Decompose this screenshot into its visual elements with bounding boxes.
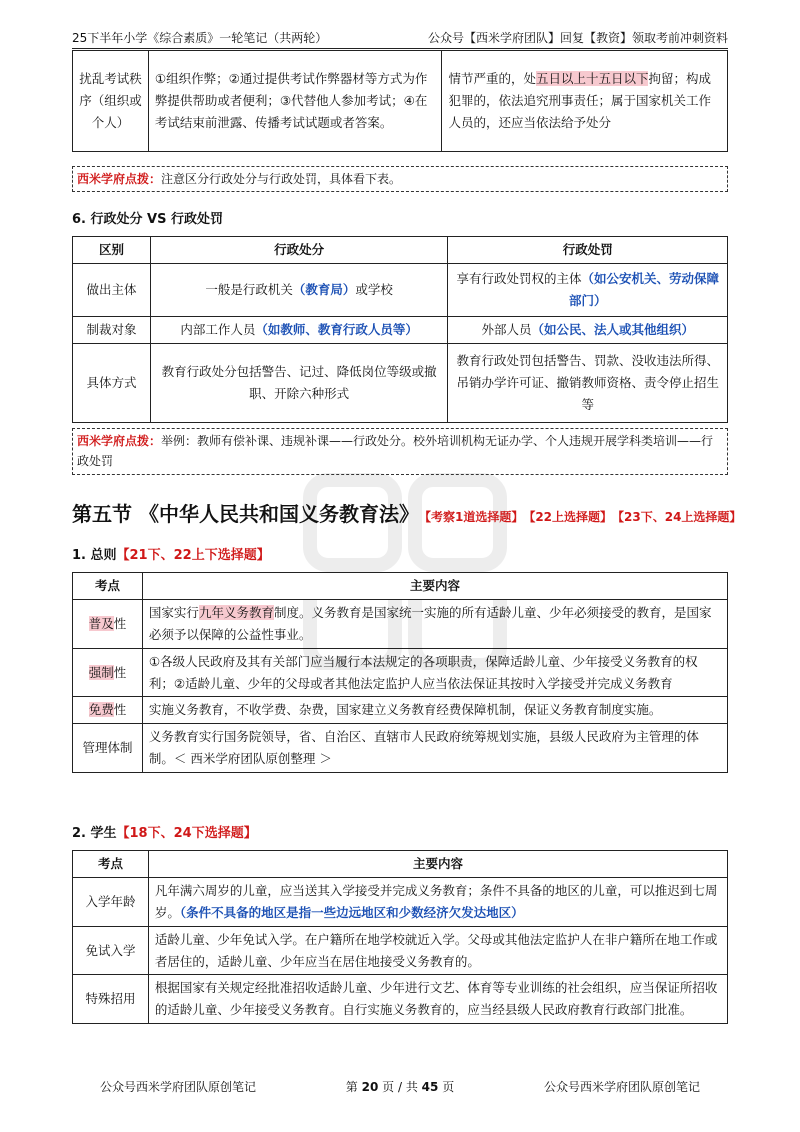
highlight-text: 普及 [88, 615, 114, 631]
cell-text: 外部人员 [481, 321, 532, 337]
table-header-row [73, 237, 728, 264]
table-row [73, 724, 728, 773]
tip-label: 西米学府点拨： [77, 172, 162, 186]
section-title-text: 第五节 《中华人民共和国义务教育法》 [72, 502, 419, 526]
table-cell [448, 263, 728, 316]
table-cell: ①各级人民政府及其有关部门应当履行本法规定的各项职责，保障适龄儿童、少年接受义务教育的权利；②适龄儿童、少年的父母或者其他法定监护人应当依法保证其按时入学接受并完成义务教育 [142, 648, 727, 697]
subsection-title [72, 822, 257, 841]
cell-text: 性 [113, 702, 127, 718]
footer-text: 页 [442, 1080, 455, 1094]
page-header [72, 26, 728, 49]
exam-disorder-table [72, 50, 728, 152]
cell-text: 情节严重的，处 [448, 71, 536, 87]
footer-text: 页 / 共 [382, 1080, 418, 1094]
comparison-table [72, 236, 728, 423]
table-row [73, 697, 728, 724]
exam-tag: 【22上选择题】 [529, 510, 613, 524]
table-row [73, 51, 728, 152]
table-header: 考点 [73, 573, 143, 600]
page-number [346, 1078, 454, 1095]
table-cell: 义务教育实行国务院领导，省、自治区、直辖市人民政府统筹规划实施，县级人民政府为主管理的体制。＜ 西米学府团队原创整理 ＞ [142, 724, 727, 773]
table-cell [150, 263, 448, 316]
table-row [73, 316, 728, 343]
table-cell: ①组织作弊；②通过提供考试作弊器材等方式为作弊提供帮助或者便利；③代替他人参加考试；④在考试结束前泄露、传播考试试题或者答案。 [148, 51, 442, 152]
row-label: 制裁对象 [73, 316, 151, 343]
students-table [72, 850, 728, 1024]
row-label: 入学年龄 [73, 877, 149, 926]
tip-text: 注意区分行政处分与行政处罚，具体看下表。 [161, 172, 402, 186]
cell-text: 国家实行 [148, 604, 199, 620]
table-row [73, 263, 728, 316]
row-label: 做出主体 [73, 263, 151, 316]
table-row [73, 599, 728, 648]
highlight-text: 强制 [88, 664, 114, 680]
table-row [73, 877, 728, 926]
footer-left: 公众号西米学府团队原创笔记 [100, 1080, 257, 1094]
footer-right: 公众号西米学府团队原创笔记 [543, 1080, 700, 1094]
exam-tag: 【23下、24上选择题】 [618, 510, 742, 524]
section-title [72, 498, 741, 527]
cell-text: 一般是行政机关 [205, 281, 293, 297]
cell-text: 内部工作人员 [180, 321, 256, 337]
table-header: 区别 [73, 237, 151, 264]
general-provisions-table [72, 572, 728, 773]
table-row [73, 648, 728, 697]
table-cell: 根据国家有关规定经批准招收适龄儿童、少年进行文艺、体育等专业训练的社会组织，应当保证所招收的适龄儿童、少年接受义务教育。自行实施义务教育的，应当经县级人民政府教育行政部门批准。 [148, 975, 727, 1024]
table-header-row [73, 851, 728, 878]
exam-tag: 【18下、24下选择题】 [116, 826, 257, 841]
row-label: 管理体制 [73, 724, 143, 773]
row-label [73, 697, 143, 724]
subsection-title [72, 544, 270, 563]
table-header: 主要内容 [148, 851, 727, 878]
row-label: 具体方式 [73, 343, 151, 422]
table-header: 考点 [73, 851, 149, 878]
header-right: 公众号【西米学府团队】回复【教资】领取考前冲刺资料 [427, 31, 728, 45]
blue-note: （如公安机关、劳动保障部门） [568, 271, 719, 308]
cell-text: 或学校 [355, 281, 393, 297]
table-row [73, 343, 728, 422]
highlight-text: 免费 [88, 702, 114, 718]
cell-text: 拘留；构成犯罪的，依法追究刑事责任；属于国家机关工作人员的，还应当依法给予处分 [448, 71, 711, 130]
table-row [73, 926, 728, 975]
table-cell [148, 877, 727, 926]
table-cell [442, 51, 728, 152]
current-page: 20 [361, 1080, 379, 1094]
table-row [73, 975, 728, 1024]
tip-text: 举例：教师有偿补课、违规补课——行政处分。校外培训机构无证办学、个人违规开展学科类培训——行政处罚 [77, 434, 714, 469]
table-header-row [73, 573, 728, 600]
exam-tag: 【考察1道选择题】 [424, 510, 524, 524]
table-cell: 实施义务教育，不收学费、杂费，国家建立义务教育经费保障机制，保证义务教育制度实施。 [142, 697, 727, 724]
table-header: 主要内容 [142, 573, 727, 600]
tip-box [72, 428, 728, 475]
row-label [73, 648, 143, 697]
blue-note: （教育局） [292, 281, 356, 297]
cell-text: 凡年满六周岁的儿童，应当送其入学接受并完成义务教育；条件不具备的地区的儿童，可以推迟到七周岁。 [154, 882, 718, 920]
subsection-title-text: 2. 学生 [72, 826, 117, 841]
row-label [73, 599, 143, 648]
tip-label: 西米学府点拨： [77, 434, 162, 448]
page-footer [100, 1078, 700, 1095]
cell-text: 制度。义务教育是国家统一实施的所有适龄儿童、少年必须接受的教育，是国家必须予以保障的公益性事业。 [148, 604, 712, 642]
subsection-title-text: 1. 总则 [72, 548, 117, 563]
table-cell [150, 316, 448, 343]
cell-text: 享有行政处罚权的主体 [456, 271, 582, 286]
cell-text: 性 [113, 664, 127, 680]
table-cell [448, 316, 728, 343]
table-cell: 扰乱考试秩序（组织或个人） [73, 51, 149, 152]
blue-note: （如教师、教育行政人员等） [255, 321, 418, 337]
row-label: 免试入学 [73, 926, 149, 975]
blue-note: （条件不具备的地区是指一些边远地区和少数经济欠发达地区） [179, 904, 524, 920]
table-cell [142, 599, 727, 648]
total-pages: 45 [421, 1080, 439, 1094]
highlight-text: 九年义务教育 [198, 604, 274, 620]
exam-tag: 【21下、22上下选择题】 [116, 548, 270, 563]
table-cell: 教育行政处分包括警告、记过、降低岗位等级或撤职、开除六种形式 [150, 343, 448, 422]
footer-text: 第 [345, 1080, 358, 1094]
blue-note: （如公民、法人或其他组织） [531, 321, 694, 337]
row-label: 特殊招用 [73, 975, 149, 1024]
table-cell: 适龄儿童、少年免试入学。在户籍所在地学校就近入学。父母或其他法定监护人在非户籍所在地工作或者居住的，适龄儿童、少年应当在居住地接受义务教育的。 [148, 926, 727, 975]
table-header: 行政处分 [150, 237, 448, 264]
highlight-text: 五日以上十五日以下 [535, 71, 649, 87]
subsection-title: 6. 行政处分 VS 行政处罚 [72, 212, 223, 227]
header-left: 25下半年小学《综合素质》一轮笔记（共两轮） [72, 31, 328, 45]
cell-text: 性 [113, 615, 127, 631]
table-cell: 教育行政处罚包括警告、罚款、没收违法所得、吊销办学许可证、撤销教师资格、责令停止招生等 [448, 343, 728, 422]
table-header: 行政处罚 [448, 237, 728, 264]
tip-box [72, 166, 728, 192]
